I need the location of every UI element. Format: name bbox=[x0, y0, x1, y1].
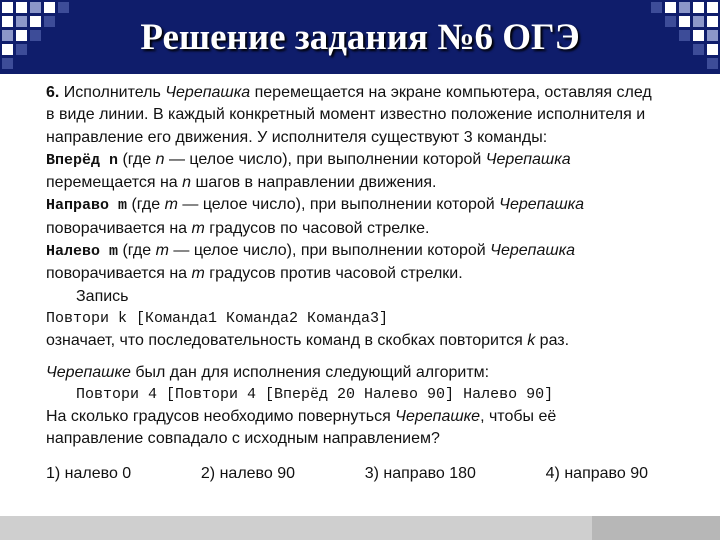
command-text: поворачивается на bbox=[46, 219, 192, 237]
meaning-text: означает, что последовательность команд в скобках повторится bbox=[46, 332, 528, 350]
repeat-syntax: Повтори k [Команда1 Команда2 Команда3] bbox=[46, 309, 389, 327]
command-text: — целое число), при выполнении которой bbox=[177, 196, 500, 214]
question-text bbox=[46, 406, 656, 451]
turtle-name: Черепашка bbox=[485, 150, 571, 168]
command-var: m bbox=[191, 219, 205, 237]
slide-footer-bar bbox=[0, 516, 720, 540]
footer-shade bbox=[592, 516, 720, 540]
question-part: На сколько градусов необходимо повернуться bbox=[46, 408, 396, 426]
command-text: поворачивается на bbox=[46, 265, 192, 283]
answer-option-2[interactable]: 2) налево 90 bbox=[200, 464, 296, 482]
task-number: 6. bbox=[46, 84, 60, 101]
command-text: градусов по часовой стрелке. bbox=[204, 219, 430, 237]
command-var: n bbox=[182, 174, 192, 192]
question-part: , чтобы её направление совпадало с исходным направлением? bbox=[46, 408, 557, 448]
command-text: (где bbox=[118, 150, 156, 168]
command-text: — целое число), при выполнении которой bbox=[168, 242, 491, 260]
repeat-meaning bbox=[46, 330, 656, 352]
command-var: m bbox=[191, 265, 205, 283]
meaning-var: k bbox=[527, 332, 536, 350]
task-intro bbox=[46, 82, 656, 149]
slide-header bbox=[0, 0, 720, 74]
task-intro-text-2: перемещается на экране компьютера, оставляя след в виде линии. В каждый конкретный момент известно положение исполнителя и направление его движения. У исполнителя существуют 3 команды: bbox=[46, 84, 652, 146]
turtle-name: Черепашка bbox=[490, 242, 576, 260]
command-text: шагов в направлении движения. bbox=[191, 174, 437, 192]
meaning-text: раз. bbox=[535, 332, 570, 350]
command-text: — целое число), при выполнении которой bbox=[164, 150, 486, 168]
algorithm-code: Повтори 4 [Повтори 4 [Вперёд 20 Налево 90] Налево 90] bbox=[76, 385, 554, 403]
command-var: m bbox=[155, 242, 169, 260]
task-document bbox=[46, 82, 656, 485]
command-forward bbox=[46, 149, 656, 195]
turtle-name: Черепашке bbox=[46, 363, 131, 381]
command-text: (где bbox=[118, 242, 156, 260]
command-left-name: Налево m bbox=[46, 243, 119, 261]
command-forward-name: Вперёд n bbox=[46, 151, 119, 169]
command-right bbox=[46, 194, 656, 240]
command-var: n bbox=[155, 150, 165, 168]
answer-option-1[interactable]: 1) налево 0 bbox=[46, 464, 132, 482]
record-label: Запись bbox=[76, 287, 129, 305]
command-text: перемещается на bbox=[46, 174, 183, 192]
turtle-name: Черепашке bbox=[395, 408, 481, 426]
command-text: градусов против часовой стрелки. bbox=[204, 265, 463, 283]
command-right-name: Направо m bbox=[46, 197, 128, 215]
answer-options bbox=[46, 463, 648, 485]
given-algorithm-intro bbox=[46, 362, 656, 384]
given-text: был дан для исполнения следующий алгоритм: bbox=[130, 363, 490, 381]
slide-title: Решение задания №6 ОГЭ bbox=[140, 16, 580, 58]
turtle-name: Черепашка bbox=[499, 196, 585, 214]
turtle-name: Черепашка bbox=[165, 84, 251, 101]
answer-option-3[interactable]: 3) направо 180 bbox=[364, 464, 476, 482]
task-intro-text: Исполнитель bbox=[59, 84, 166, 101]
answer-option-4[interactable]: 4) направо 90 bbox=[545, 464, 648, 482]
command-left bbox=[46, 240, 656, 286]
command-text: (где bbox=[127, 196, 165, 214]
command-var: m bbox=[164, 196, 178, 214]
